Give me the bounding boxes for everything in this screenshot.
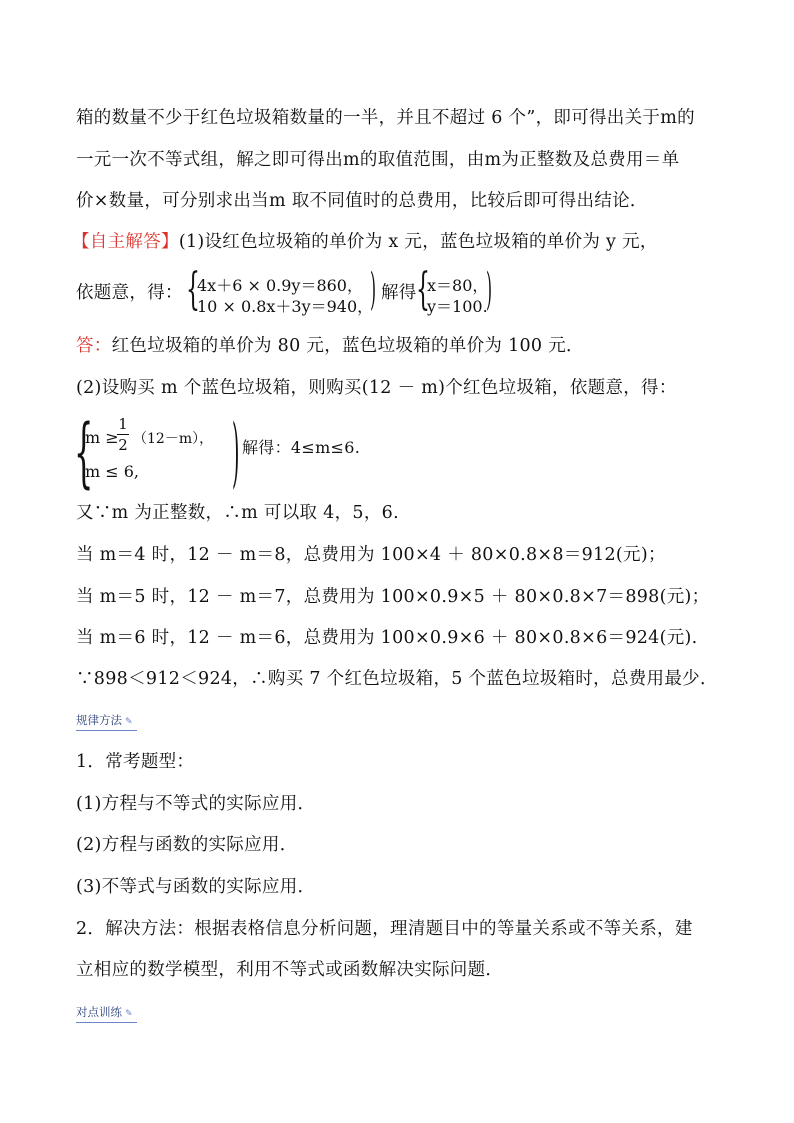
self-answer-line: [72, 230, 658, 254]
system2-eq1-post: （12－m），: [133, 431, 214, 447]
text-line-18: 立相应的数学模型，利用不等式或函数解决实际问题．: [76, 960, 504, 980]
text-line-13: 1．常考题型：: [76, 752, 195, 772]
answer-text: 红色垃圾箱的单价为 80 元，蓝色垃圾箱的单价为 100 元．: [111, 336, 584, 356]
section-tag-practice-label: 对点训练: [76, 1005, 122, 1019]
text-line-17: 2．解决方法：根据表格信息分析问题，理清题目中的等量关系或不等关系，建: [76, 919, 693, 939]
system2-solution: 解得：4≤m≤6.: [242, 438, 361, 457]
text-line-3: 价×数量，可分别求出当m 取不同值时的总费用，比较后即可得出结论．: [76, 191, 648, 211]
system2-eq2: m ≤ 6,: [85, 462, 140, 481]
text-line-12: ∵898＜912＜924，∴购买 7 个红色垃圾箱，5 个蓝色垃圾箱时，总费用最少．: [76, 669, 718, 689]
section-tag-method: [76, 712, 137, 731]
system1-solve-label: 解得: [381, 283, 417, 303]
text-line-14: (1)方程与不等式的实际应用．: [76, 794, 316, 814]
system1-eq1: 4x＋6 × 0.9y＝860，: [197, 276, 363, 295]
fraction-numerator: 1: [118, 415, 128, 433]
system1-sol1: x＝80，: [427, 276, 489, 295]
fraction-one-half: [117, 415, 129, 454]
left-brace-icon: {: [416, 264, 430, 315]
text-line-10: 当 m＝5 时，12 － m＝7，总费用为 100×0.9×5 ＋ 80×0.8×7＝898(元)；: [76, 587, 710, 607]
right-paren-icon: ): [370, 264, 377, 315]
text-line-9: 当 m＝4 时，12 － m＝8，总费用为 100×4 ＋ 80×0.8×8＝912(元)；: [76, 545, 666, 565]
pencil-icon: ✎: [125, 1009, 133, 1019]
pencil-icon: ✎: [125, 717, 133, 727]
text-line-16: (3)不等式与函数的实际应用．: [76, 877, 316, 897]
system1-prefix: 依题意，得：: [76, 283, 183, 303]
self-answer-text: (1)设红色垃圾箱的单价为 x 元，蓝色垃圾箱的单价为 y 元，: [178, 232, 658, 252]
left-brace-icon: {: [74, 407, 94, 496]
section-tag-method-label: 规律方法: [76, 713, 122, 727]
fraction-denominator: 2: [118, 436, 128, 454]
text-line-1: 箱的数量不少于红色垃圾箱数量的一半，并且不超过 6 个”，即可得出关于m的: [76, 108, 695, 128]
text-line-7: (2)设购买 m 个蓝色垃圾箱，则购买(12 － m)个红色垃圾箱，依题意，得：: [76, 378, 677, 398]
text-line-2: 一元一次不等式组，解之即可得出m的取值范围，由m为正整数及总费用＝单: [76, 150, 680, 170]
system1-eq2: 10 × 0.8x＋3y＝940，: [197, 297, 374, 316]
text-line-15: (2)方程与函数的实际应用．: [76, 835, 298, 855]
right-paren-icon: ): [486, 264, 493, 315]
answer-line: [76, 334, 584, 358]
system2-eq1-pre: m ≥: [85, 428, 119, 447]
answer-label: 答：: [76, 336, 112, 356]
section-tag-practice: [76, 1004, 137, 1023]
left-brace-icon: {: [186, 264, 200, 315]
text-line-8: 又∵m 为正整数，∴m 可以取 4，5，6.: [76, 503, 399, 523]
text-line-11: 当 m＝6 时，12 － m＝6，总费用为 100×0.9×6 ＋ 80×0.8×6＝924(元).: [76, 628, 698, 648]
right-paren-icon: ): [232, 407, 240, 496]
system1-sol2: y＝100.: [427, 297, 488, 316]
self-answer-label: 【自主解答】: [72, 232, 179, 252]
